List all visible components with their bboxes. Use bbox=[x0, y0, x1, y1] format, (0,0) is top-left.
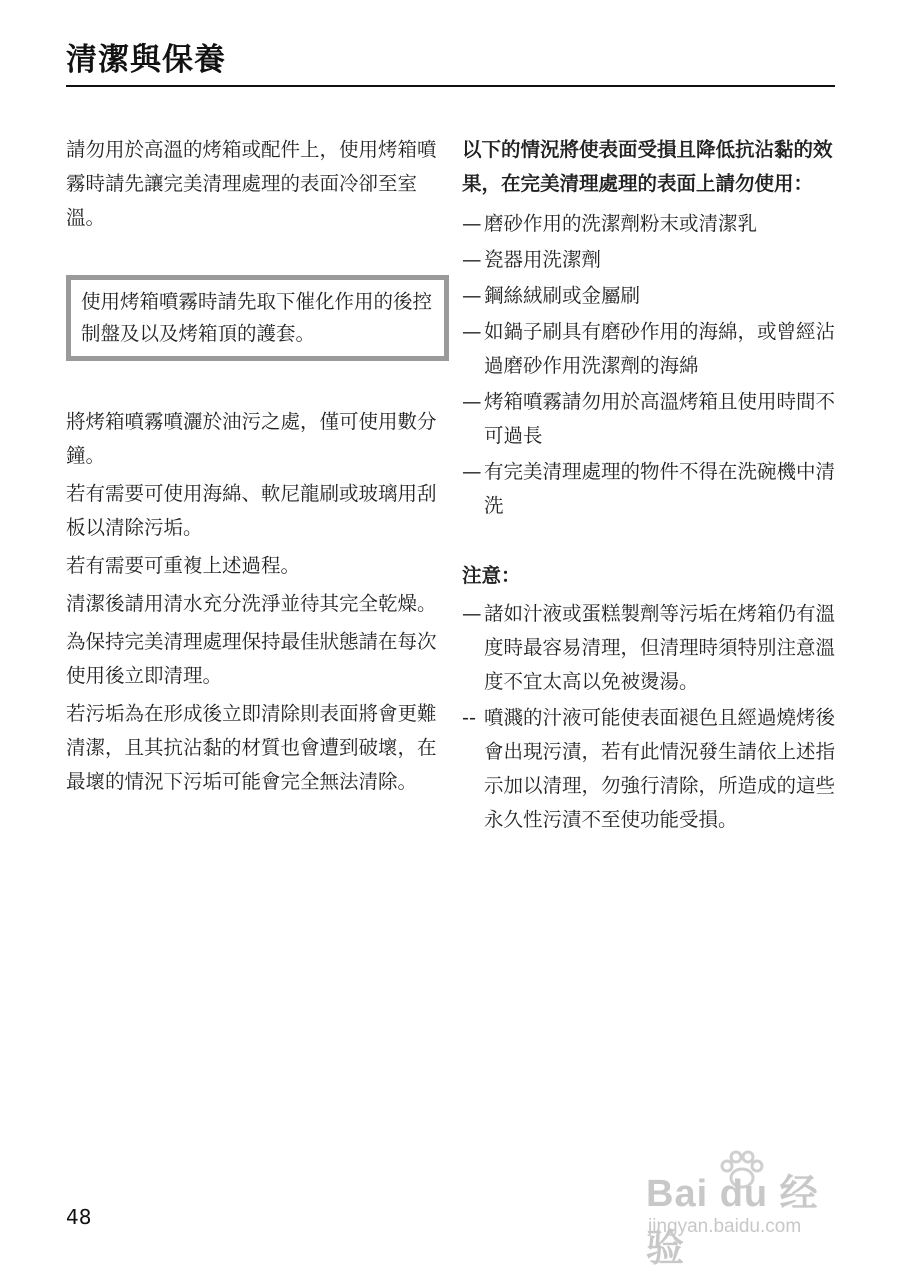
note-heading: 注意： bbox=[462, 564, 521, 587]
notice-text: 使用烤箱噴霧時請先取下催化作用的後控制盤及以及烤箱頂的護套。 bbox=[81, 290, 433, 345]
list-item: — 磨砂作用的洗潔劑粉末或清潔乳 bbox=[462, 207, 842, 241]
list-item: — 瓷器用洗潔劑 bbox=[462, 243, 842, 277]
dash-bullet: -- bbox=[462, 706, 477, 729]
prohibited-list bbox=[462, 207, 842, 523]
right-column bbox=[462, 133, 842, 839]
watermark bbox=[640, 1150, 850, 1270]
dash-bullet: — bbox=[462, 320, 482, 343]
dash-bullet: — bbox=[462, 602, 482, 625]
step-paragraph: 將烤箱噴霧噴灑於油污之處，僅可使用數分鐘。 bbox=[66, 410, 437, 467]
title-divider bbox=[66, 85, 835, 87]
watermark-logo: Bai du 经验 bbox=[646, 1173, 819, 1270]
intro-paragraph: 請勿用於高溫的烤箱或配件上，使用烤箱噴霧時請先讓完美清理處理的表面冷卻至室溫。 bbox=[66, 138, 437, 229]
list-item: — 烤箱噴霧請勿用於高溫烤箱且使用時間不可過長 bbox=[462, 385, 842, 453]
warning-heading: 以下的情況將使表面受損且降低抗沾黏的效果，在完美清理處理的表面上請勿使用： bbox=[462, 138, 833, 195]
list-item: — 鋼絲絨刷或金屬刷 bbox=[462, 279, 842, 313]
list-item: — 如鍋子刷具有磨砂作用的海綿，或曾經沾過磨砂作用洗潔劑的海綿 bbox=[462, 315, 842, 383]
dash-bullet: — bbox=[462, 460, 482, 483]
page-title: 清潔與保養 bbox=[66, 42, 226, 78]
step-paragraph: 若污垢為在形成後立即清除則表面將會更難清潔，且其抗沾黏的材質也會遭到破壞，在最壞的情況下污垢可能會完全無法清除。 bbox=[66, 702, 437, 793]
dash-bullet: — bbox=[462, 390, 482, 413]
dash-bullet: — bbox=[462, 284, 482, 307]
notice-box bbox=[66, 275, 449, 361]
dash-bullet: — bbox=[462, 212, 482, 235]
steps-list bbox=[66, 405, 446, 799]
step-paragraph: 若有需要可使用海綿、軟尼龍刷或玻璃用刮板以清除污垢。 bbox=[66, 482, 437, 539]
step-paragraph: 為保持完美清理處理保持最佳狀態請在每次使用後立即清理。 bbox=[66, 630, 437, 687]
note-item: -- 噴濺的汁液可能使表面褪色且經過燒烤後會出現污漬，若有此情況發生請依上述指示加以清理，勿強行清除，所造成的這些永久性污漬不至使功能受損。 bbox=[462, 701, 842, 837]
notes-list bbox=[462, 597, 842, 837]
step-paragraph: 清潔後請用清水充分洗淨並待其完全乾燥。 bbox=[66, 592, 437, 615]
page-number: 48 bbox=[66, 1205, 92, 1229]
left-column bbox=[66, 133, 446, 803]
watermark-url: jingyan.baidu.com bbox=[648, 1216, 802, 1237]
dash-bullet: — bbox=[462, 248, 482, 271]
list-item: — 有完美清理處理的物件不得在洗碗機中清洗 bbox=[462, 455, 842, 523]
step-paragraph: 若有需要可重複上述過程。 bbox=[66, 554, 301, 577]
note-item: — 諸如汁液或蛋糕製劑等污垢在烤箱仍有溫度時最容易清理，但清理時須特別注意溫度不宜太高以免被燙湯。 bbox=[462, 597, 842, 699]
